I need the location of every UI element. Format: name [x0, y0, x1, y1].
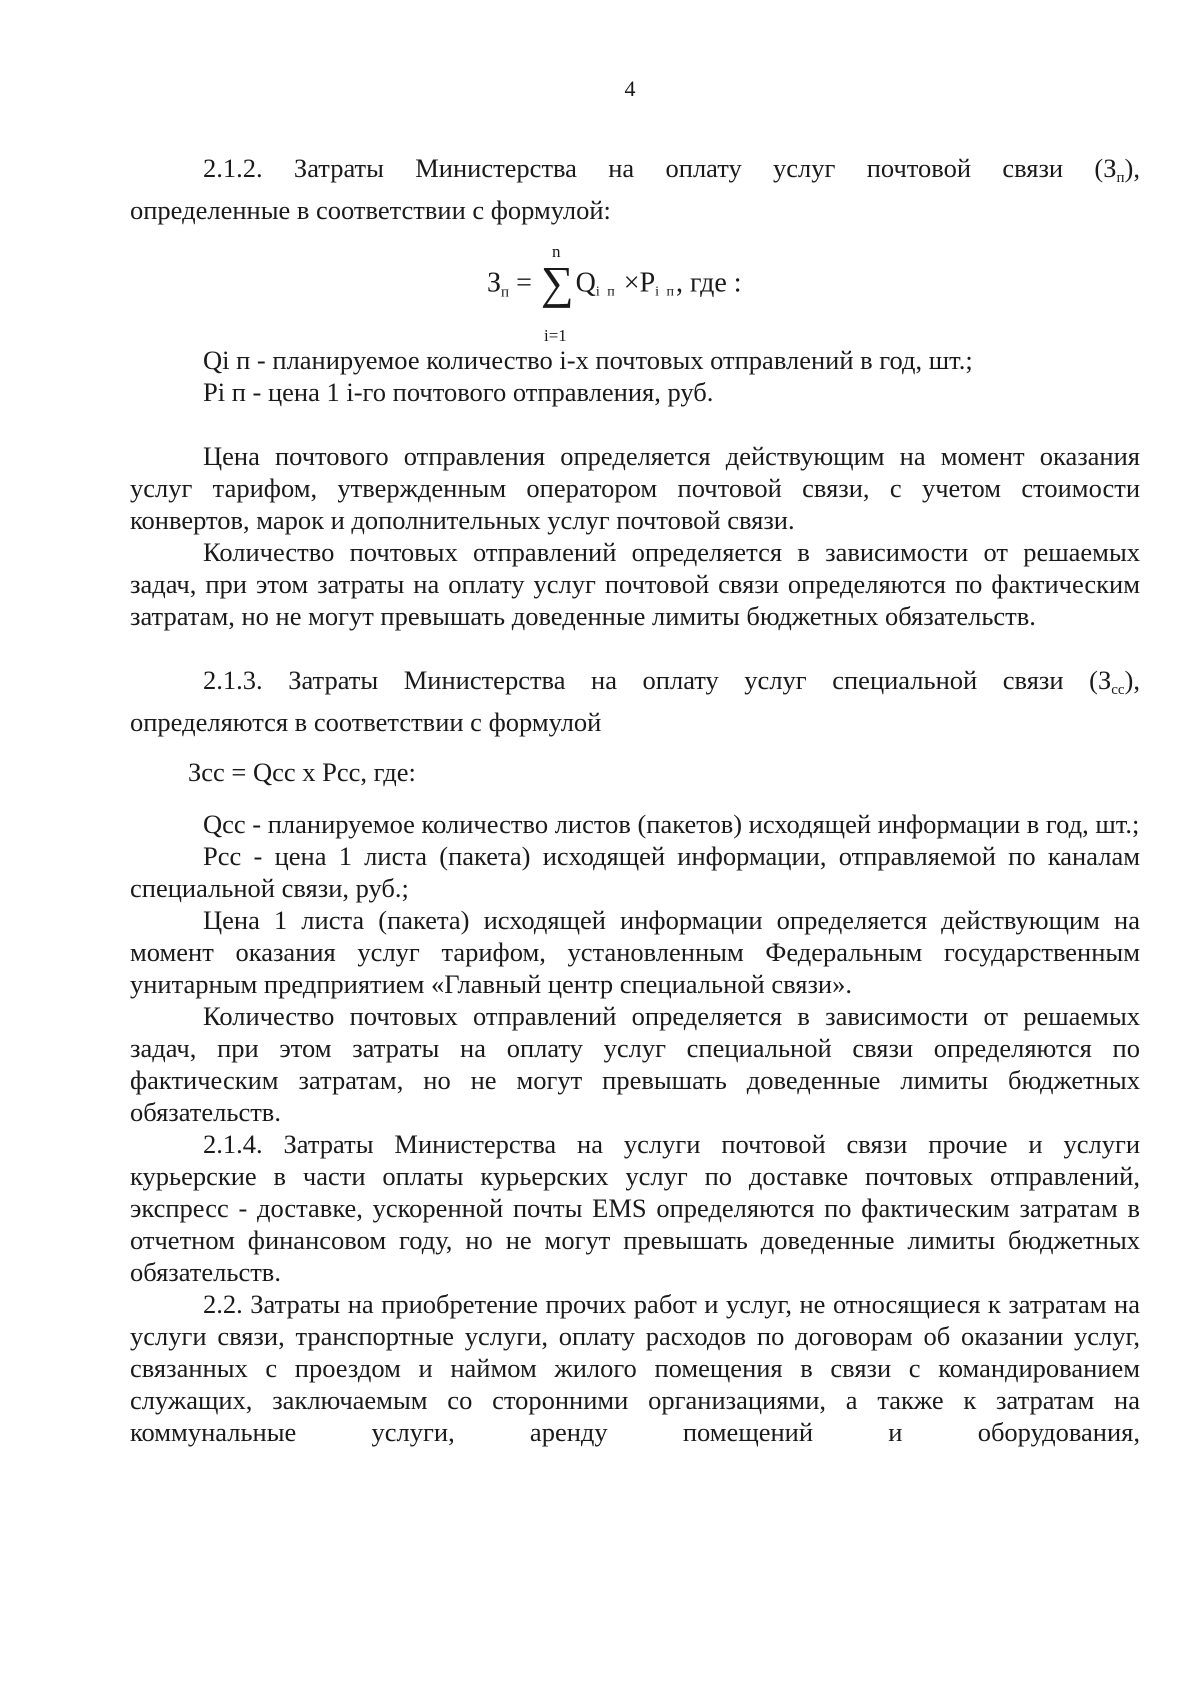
section-214-paragraph: 2.1.4. Затраты Министерства на услуги почтовой связи прочие и услуги курьерские в части оплаты курьерских услуг по доставке почтовых отправлений, экспресс - доставке, ускоренной почты EMS определяются по фактическим затратам в отчетном финансовом году, но не могут превышать доведенные лимиты бюджетных обязательств. [130, 1129, 1140, 1287]
special-count-paragraph: Количество почтовых отправлений определяется в зависимости от решаемых задач, при этом затраты на оплату услуг специальной связи определяются по фактическим затратам, но не могут превышать доведенные лимиты бюджетных обязательств. [130, 1001, 1140, 1127]
variable-q-definition: Qi п - планируемое количество i-х почтовых отправлений в год, шт.; [203, 345, 973, 375]
variable-p-definition: Pi п - цена 1 i-го почтового отправления, руб. [203, 377, 714, 407]
variable-pcc-definition: Рсс - цена 1 листа (пакета) исходящей информации, отправляемой по каналам специальной связи, руб.; [130, 841, 1140, 903]
sum-upper-limit: n [552, 242, 561, 261]
section-213-heading-line2: определяются в соответствии с формулой [130, 707, 602, 737]
variable-qcc-definition: Qсс - планируемое количество листов (пакетов) исходящей информации в год, шт.; [203, 809, 1140, 839]
sigma-symbol: ∑ [540, 257, 574, 308]
document-body [130, 152, 1140, 1448]
section-22-paragraph: 2.2. Затраты на приобретение прочих работ и услуг, не относящиеся к затратам на услуги связи, транспортные услуги, оплату расходов по договорам об оказании услуг, связанных с проездом и наймом жилого помещения в связи с командированием служащих, заключаемым со сторонними организациями, а также к затратам на коммунальные услуги, аренду помещений и оборудования, [130, 1289, 1140, 1447]
page-number: 4 [624, 76, 636, 101]
sum-lower-limit: i=1 [544, 326, 567, 345]
postal-price-paragraph: Цена почтового отправления определяется действующим на момент оказания услуг тарифом, утвержденным оператором почтовой связи, с учетом стоимости конвертов, марок и дополнительных услуг почтовой связи. [130, 441, 1140, 535]
section-212-heading-line2: определенные в соответствии с формулой: [130, 195, 611, 225]
special-price-paragraph: Цена 1 листа (пакета) исходящей информации определяется действующим на момент оказания услуг тарифом, установленным Федеральным государственным унитарным предприятием «Главный центр специальной связи». [130, 905, 1140, 999]
postal-cost-formula [130, 234, 1140, 344]
postal-count-paragraph: Количество почтовых отправлений определяется в зависимости от решаемых задач, при этом затраты на оплату услуг почтовой связи определяются по фактическим затратам, но не могут превышать доведенные лимиты бюджетных обязательств. [130, 537, 1140, 631]
section-213-heading: 2.1.3. Затраты Министерства на оплату услуг специальной связи $(З_{сс})$, [203, 665, 1140, 698]
section-212-heading: 2.1.2. Затраты Министерства на оплату услуг почтовой связи $(З_п)$, [203, 153, 1140, 186]
special-cost-formula: Зсс = Qсс х Рсс, где: [188, 757, 416, 787]
formula-expression: $З_п = \sum Q_{i п} \times P_{i п}$, где : [487, 257, 742, 308]
